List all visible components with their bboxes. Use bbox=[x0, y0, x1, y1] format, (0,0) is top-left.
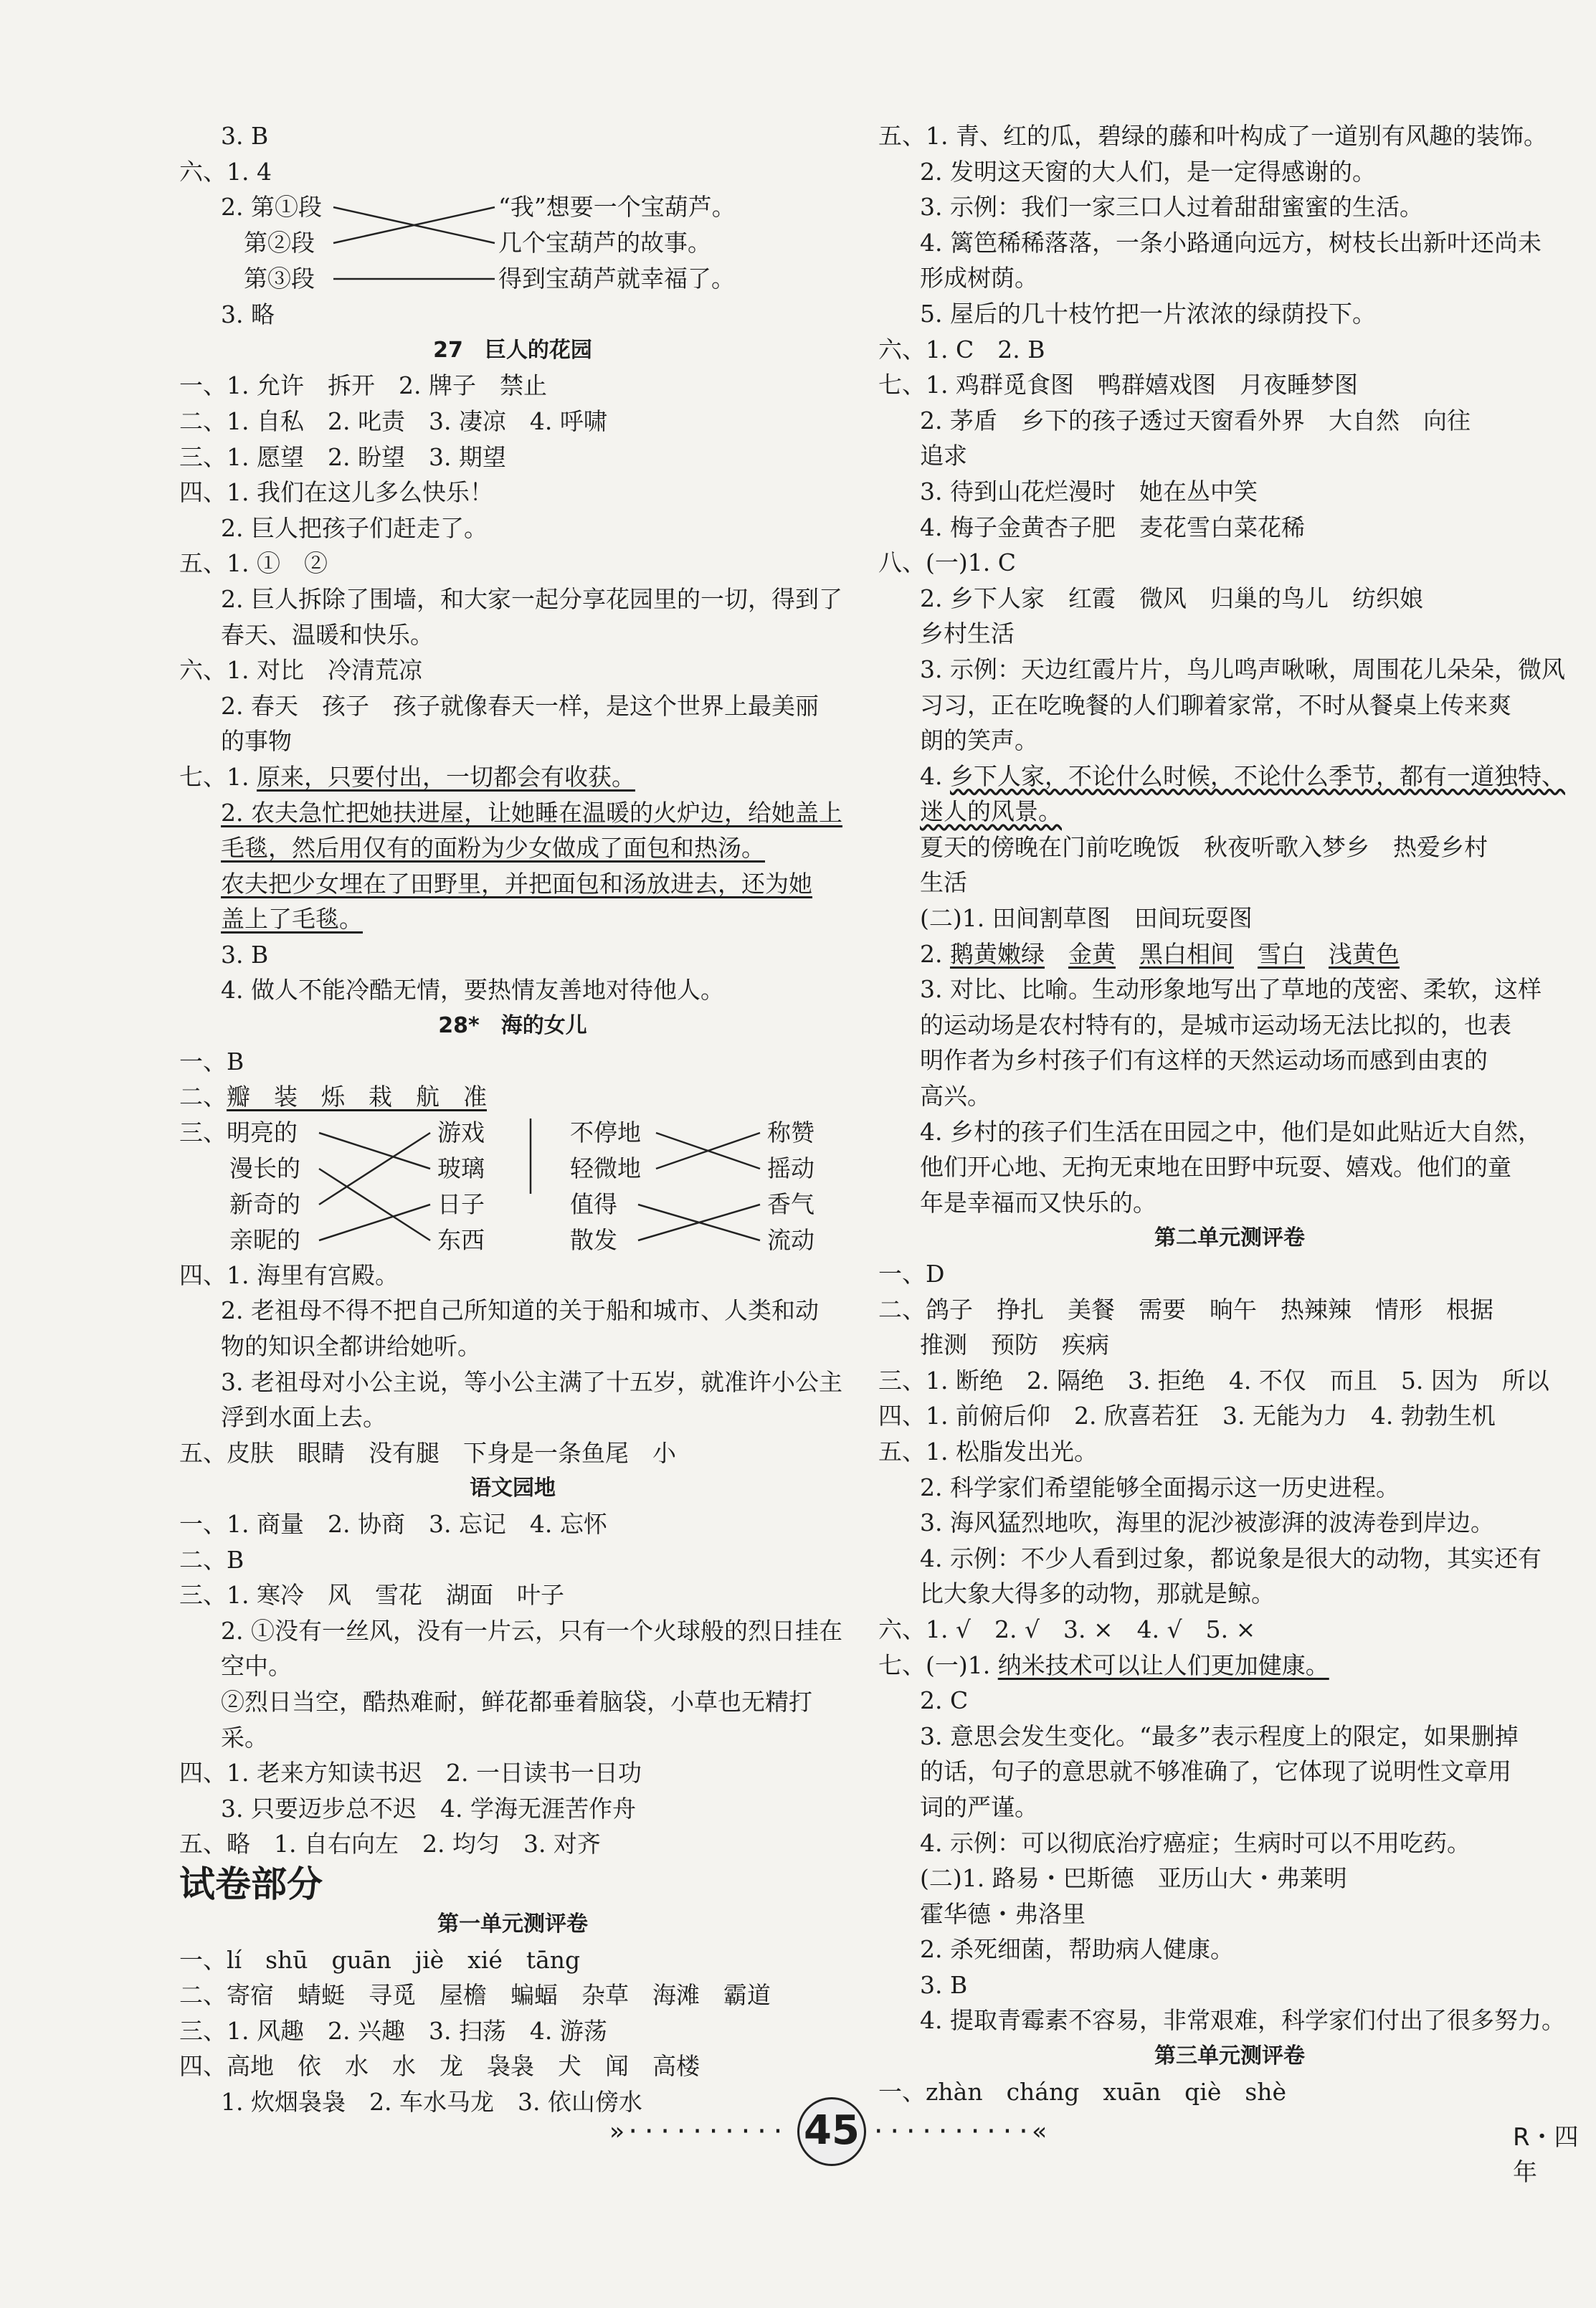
answer-line: 3. 对比、比喻。生动形象地写出了草地的茂密、柔软，这样 bbox=[920, 975, 1542, 1004]
match-item: 漫长的 bbox=[229, 1154, 300, 1182]
underlined-word: 浅黄色 bbox=[1328, 939, 1400, 968]
answer-line: 三、1. 愿望 2. 盼望 3. 期望 bbox=[179, 442, 506, 471]
answer-line: 2. ①没有一丝风，没有一片云，只有一个火球般的烈日挂在 bbox=[221, 1616, 842, 1645]
answer-line: 四、高地 依 水 水 龙 袅袅 犬 闻 高楼 bbox=[179, 2052, 700, 2081]
matching-exercise-words bbox=[179, 1115, 846, 1258]
answer-line: 5. 屋后的几十枝竹把一片浓浓的绿荫投下。 bbox=[920, 299, 1376, 328]
match-item: 香气 bbox=[767, 1189, 814, 1218]
answer-prefix: 4. bbox=[920, 761, 950, 790]
answer-line: 2. 老祖母不得不把自己所知道的关于船和城市、人类和动 bbox=[221, 1296, 819, 1325]
underlined-answer: 2. 农夫急忙把她扶进屋，让她睡在温暖的火炉边，给她盖上 bbox=[221, 798, 842, 827]
answer-line: 比大象大得多的动物，那就是鲸。 bbox=[920, 1580, 1275, 1608]
answer-line: 的运动场是农村特有的，是城市运动场无法比拟的，也表 bbox=[920, 1010, 1511, 1039]
match-item: 东西 bbox=[437, 1225, 485, 1254]
answer-line: 追求 bbox=[920, 442, 967, 470]
match-item: 不停地 bbox=[570, 1118, 641, 1146]
underlined-answer: 毛毯，然后用仅有的面粉为少女做成了面包和热汤。 bbox=[221, 834, 765, 863]
left-column bbox=[179, 118, 846, 2120]
answer-line: 浮到水面上去。 bbox=[221, 1403, 386, 1432]
answer-line: 物的知识全都讲给她听。 bbox=[221, 1332, 481, 1361]
answer-line: 五、皮肤 眼睛 没有腿 下身是一条鱼尾 小 bbox=[179, 1438, 676, 1467]
match-right-item: 得到宝葫芦就幸福了。 bbox=[498, 265, 735, 293]
page-number: 45 bbox=[797, 2097, 866, 2166]
answer-line: 1. 炊烟袅袅 2. 车水马龙 3. 依山傍水 bbox=[221, 2087, 642, 2116]
book-code: R・四年 bbox=[1513, 2123, 1579, 2187]
match-item: 称赞 bbox=[767, 1118, 814, 1146]
answer-line: 一、1. 允许 拆开 2. 牌子 禁止 bbox=[179, 371, 547, 400]
answer-line: 三、1. 寒冷 风 雪花 湖面 叶子 bbox=[179, 1581, 564, 1610]
answer-line: 七、1. 鸡群觅食图 鸭群嬉戏图 月夜睡梦图 bbox=[878, 371, 1358, 399]
answer-line: 年是幸福而又快乐的。 bbox=[920, 1188, 1156, 1217]
match-item: 新奇的 bbox=[229, 1189, 300, 1218]
match-item: 三、明亮的 bbox=[179, 1118, 298, 1146]
answer-line: 3. 只要迈步总不迟 4. 学海无涯苦作舟 bbox=[221, 1794, 636, 1823]
match-item: 游戏 bbox=[437, 1118, 485, 1146]
answer-line: 一、1. 商量 2. 协商 3. 忘记 4. 忘怀 bbox=[179, 1510, 607, 1538]
answer-prefix: 七、1. bbox=[179, 762, 257, 791]
lesson-heading: 28* 海的女儿 bbox=[438, 1013, 587, 1039]
answer-line: 4. 乡村的孩子们生活在田园之中，他们是如此贴近大自然， bbox=[920, 1117, 1542, 1146]
underlined-word: 黑白相间 bbox=[1139, 939, 1234, 968]
answer-line: 夏天的傍晚在门前吃晚饭 秋夜听歌入梦乡 热爱乡村 bbox=[920, 832, 1488, 861]
answer-line: 2. 杀死细菌，帮助病人健康。 bbox=[920, 1935, 1234, 1964]
answer-line: 2. 发明这天窗的大人们，是一定得感谢的。 bbox=[920, 157, 1376, 186]
answer-line: 四、1. 海里有宫殿。 bbox=[179, 1260, 399, 1289]
answer-line: 乡村生活 bbox=[920, 619, 1015, 648]
answer-line: 3. 老祖母对小公主说，等小公主满了十五岁，就准许小公主 bbox=[221, 1367, 842, 1396]
answer-line bbox=[878, 936, 1581, 972]
answer-line: 4. 提取青霉素不容易，非常艰难，科学家们付出了很多努力。 bbox=[920, 2006, 1565, 2035]
section-heading: 第二单元测评卷 bbox=[1154, 1225, 1305, 1251]
match-item: 日子 bbox=[437, 1189, 485, 1218]
underlined-word: 鹅黄嫩绿 bbox=[949, 939, 1045, 968]
answer-line: 2. 巨人把孩子们赶走了。 bbox=[221, 513, 488, 542]
answer-line: 五、1. 青、红的瓜，碧绿的藤和叶构成了一道别有风趣的装饰。 bbox=[878, 122, 1547, 150]
answer-line: 朗的笑声。 bbox=[920, 726, 1038, 755]
answer-line: 的事物 bbox=[221, 727, 292, 756]
answer-line: 4. 做人不能冷酷无情，要热情友善地对待他人。 bbox=[221, 976, 724, 1005]
answer-line: 五、1. ① ② bbox=[179, 549, 328, 578]
underlined-word: 雪白 bbox=[1257, 939, 1305, 968]
lesson-heading: 27 巨人的花园 bbox=[433, 337, 592, 363]
answer-line: 词的严谨。 bbox=[920, 1792, 1038, 1821]
underlined-answer: 原来，只要付出，一切都会有收获。 bbox=[256, 762, 635, 791]
match-item: 散发 bbox=[570, 1225, 617, 1254]
underlined-answer: 瓣 装 烁 栽 航 准 bbox=[227, 1083, 487, 1111]
answer-line: 六、1. √ 2. √ 3. × 4. √ 5. × bbox=[878, 1615, 1256, 1643]
answer-line: 2. C bbox=[920, 1686, 969, 1715]
part-title: 试卷部分 bbox=[179, 1863, 323, 1905]
answer-line: 习习，正在吃晚餐的人们聊着家常，不时从餐桌上传来爽 bbox=[920, 690, 1511, 719]
answer-line bbox=[179, 759, 846, 795]
answer-line: 他们开心地、无拘无束地在田野中玩耍、嬉戏。他们的童 bbox=[920, 1153, 1511, 1182]
wavy-underlined-answer: 乡下人家，不论什么时候，不论什么季节，都有一道独特、 bbox=[949, 761, 1565, 790]
answer-line: 三、1. 断绝 2. 隔绝 3. 拒绝 4. 不仅 而且 5. 因为 所以 bbox=[878, 1366, 1549, 1395]
answer-line: 3. 待到山花烂漫时 她在丛中笑 bbox=[920, 477, 1258, 505]
answer-line: 一、D bbox=[878, 1260, 945, 1288]
answer-line: 3. 示例：我们一家三口人过着甜甜蜜蜜的生活。 bbox=[920, 193, 1423, 222]
answer-line: 二、鸽子 挣扎 美餐 需要 晌午 热辣辣 情形 根据 bbox=[878, 1295, 1493, 1324]
answer-line: 明作者为乡村孩子们有这样的天然运动场而感到由衷的 bbox=[920, 1046, 1488, 1075]
answer-line: (二)1. 路易・巴斯德 亚历山大・弗莱明 bbox=[920, 1864, 1347, 1893]
answer-line: 形成树荫。 bbox=[920, 264, 1038, 293]
underlined-answer: 农夫把少女埋在了田野里，并把面包和汤放进去，还为她 bbox=[221, 869, 812, 898]
section-heading: 语文园地 bbox=[470, 1476, 556, 1501]
answer-line: 六、1. C 2. B bbox=[878, 335, 1045, 364]
answer-line: ②烈日当空，酷热难耐，鲜花都垂着脑袋，小草也无精打 bbox=[221, 1687, 812, 1716]
answer-line: 八、(一)1. C bbox=[878, 548, 1016, 577]
answer-line: 高兴。 bbox=[920, 1082, 991, 1111]
match-right-item: “我”想要一个宝葫芦。 bbox=[498, 193, 736, 222]
answer-line bbox=[878, 1648, 1581, 1683]
right-column bbox=[878, 118, 1581, 2109]
answer-line: 一、lí shū guān jiè xié tāng bbox=[179, 1945, 581, 1974]
answer-line: 二、寄宿 蜻蜓 寻觅 屋檐 蝙蝠 杂草 海滩 霸道 bbox=[179, 1981, 771, 2010]
answer-line: 3. B bbox=[920, 1970, 968, 1999]
match-item: 摇动 bbox=[767, 1154, 814, 1182]
answer-line: 2. 乡下人家 红霞 微风 归巢的鸟儿 纺织娘 bbox=[920, 584, 1423, 612]
answer-line: 二、B bbox=[179, 1545, 244, 1574]
answer-prefix: 二、 bbox=[179, 1083, 227, 1111]
answer-line: 二、1. 自私 2. 叱责 3. 凄凉 4. 呼啸 bbox=[179, 407, 607, 435]
answer-line: 五、略 1. 自右向左 2. 均匀 3. 对齐 bbox=[179, 1830, 601, 1858]
answer-line: 空中。 bbox=[221, 1652, 292, 1681]
answer-line: 六、1. 4 bbox=[179, 157, 272, 186]
answer-line: 3. B bbox=[221, 940, 269, 969]
footer-decoration: »·········· bbox=[609, 2117, 787, 2146]
answer-line: 2. 科学家们希望能够全面揭示这一历史进程。 bbox=[920, 1473, 1400, 1501]
match-item: 玻璃 bbox=[437, 1154, 485, 1182]
answer-line: 3. 意思会发生变化。“最多”表示程度上的限定，如果删掉 bbox=[920, 1721, 1519, 1750]
answer-line: 4. 示例：不少人看到过象，都说象是很大的动物，其实还有 bbox=[920, 1544, 1542, 1572]
answer-line: 2. 巨人拆除了围墙，和大家一起分享花园里的一切，得到了 bbox=[221, 584, 842, 613]
answer-line: 推测 预防 疾病 bbox=[920, 1331, 1109, 1359]
match-left-item: 2. 第①段 bbox=[221, 193, 322, 222]
answer-line: (二)1. 田间割草图 田间玩耍图 bbox=[920, 904, 1253, 933]
answer-line: 2. 茅盾 乡下的孩子透过天窗看外界 大自然 向往 bbox=[920, 406, 1471, 434]
section-heading: 第三单元测评卷 bbox=[1154, 2043, 1305, 2069]
answer-line: 四、1. 老来方知读书迟 2. 一日读书一日功 bbox=[179, 1759, 642, 1787]
wavy-underlined-answer: 迷人的风景。 bbox=[920, 797, 1062, 826]
answer-line: 4. 梅子金黄杏子肥 麦花雪白菜花稀 bbox=[920, 513, 1305, 541]
matching-exercise-paragraphs bbox=[179, 189, 846, 297]
answer-line: 五、1. 松脂发出光。 bbox=[878, 1437, 1098, 1466]
answer-line: 3. 略 bbox=[221, 300, 275, 329]
answer-line: 三、1. 风趣 2. 兴趣 3. 扫荡 4. 游荡 bbox=[179, 2016, 607, 2045]
match-right-item: 几个宝葫芦的故事。 bbox=[498, 229, 711, 257]
section-heading: 第一单元测评卷 bbox=[437, 1911, 588, 1937]
matching-lines bbox=[179, 189, 846, 297]
answer-line: 3. B bbox=[221, 122, 269, 150]
answer-line: 四、1. 前俯后仰 2. 欣喜若狂 3. 无能为力 4. 勃勃生机 bbox=[878, 1402, 1496, 1430]
match-left-item: 第③段 bbox=[244, 265, 315, 293]
answer-line: 春天、温暖和快乐。 bbox=[221, 620, 434, 649]
answer-prefix: 2. bbox=[920, 939, 950, 968]
answer-prefix: 七、(一)1. bbox=[878, 1651, 998, 1679]
match-item: 流动 bbox=[767, 1225, 814, 1254]
answer-line: 采。 bbox=[221, 1723, 268, 1752]
answer-line: 3. 海风猛烈地吹，海里的泥沙被澎湃的波涛卷到岸边。 bbox=[920, 1509, 1494, 1537]
underlined-word: 金黄 bbox=[1068, 939, 1116, 968]
answer-line: 2. 春天 孩子 孩子就像春天一样，是这个世界上最美丽 bbox=[221, 691, 819, 720]
answer-line: 六、1. 对比 冷清荒凉 bbox=[179, 656, 422, 685]
underlined-answer: 盖上了毛毯。 bbox=[221, 905, 363, 934]
answer-line: 生活 bbox=[920, 868, 967, 897]
underlined-answer: 纳米技术可以让人们更加健康。 bbox=[997, 1651, 1329, 1679]
answer-line: 霍华德・弗洛里 bbox=[920, 1899, 1086, 1928]
match-item: 值得 bbox=[570, 1189, 617, 1218]
answer-line: 4. 篱笆稀稀落落，一条小路通向远方，树枝长出新叶还尚未 bbox=[920, 228, 1542, 257]
answer-line: 3. 示例：天边红霞片片，鸟儿鸣声啾啾，周围花儿朵朵，微风 bbox=[920, 655, 1565, 683]
answer-line: 一、B bbox=[179, 1047, 244, 1075]
matching-lines bbox=[179, 1115, 846, 1258]
answer-line: 一、zhàn cháng xuān qiè shè bbox=[878, 2077, 1287, 2106]
footer-decoration: ··········« bbox=[871, 2117, 1049, 2146]
answer-line bbox=[179, 1079, 846, 1115]
answer-line: 的话，句子的意思就不够准确了，它体现了说明性文章用 bbox=[920, 1757, 1511, 1786]
match-item: 亲昵的 bbox=[229, 1225, 300, 1254]
answer-line bbox=[878, 759, 1581, 794]
page-footer bbox=[0, 2097, 1596, 2187]
match-item: 轻微地 bbox=[570, 1154, 641, 1182]
answer-line: 4. 示例：可以彻底治疗癌症；生病时可以不用吃药。 bbox=[920, 1828, 1471, 1857]
answer-line: 四、1. 我们在这儿多么快乐！ bbox=[179, 478, 493, 507]
match-left-item: 第②段 bbox=[244, 229, 315, 257]
